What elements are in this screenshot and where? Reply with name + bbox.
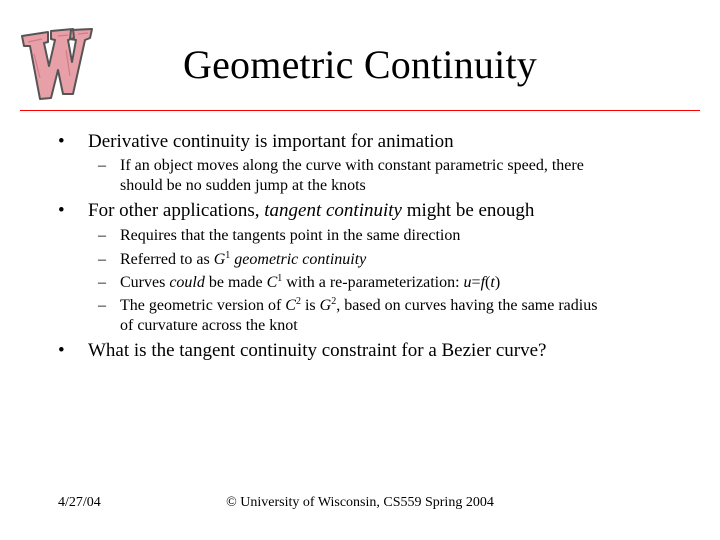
sub-bullet-marker: – xyxy=(98,274,106,291)
emphasis-text: tangent continuity xyxy=(264,200,402,221)
sub-bullet-marker: – xyxy=(98,157,106,174)
text-span: , based on curves having the same radius xyxy=(336,297,598,314)
math-symbol: f xyxy=(480,274,486,291)
emphasis-text: could xyxy=(169,274,205,291)
math-symbol: C xyxy=(285,297,296,314)
text-span: Curves xyxy=(120,274,170,291)
math-symbol: u xyxy=(463,274,472,291)
superscript: 1 xyxy=(225,250,231,261)
sub-bullet-text: should be no sudden jump at the knots xyxy=(120,177,366,194)
text-span: with a re-parameterization: xyxy=(282,274,464,291)
superscript: 2 xyxy=(331,296,337,307)
bullet-text xyxy=(88,200,534,222)
math-symbol: C xyxy=(266,274,278,291)
title-divider xyxy=(20,110,700,111)
footer-date: 4/27/04 xyxy=(58,495,101,510)
text-span: is xyxy=(300,297,320,314)
sub-bullet-text: Requires that the tangents point in the same direction xyxy=(120,227,461,244)
text-span: Referred to as xyxy=(120,251,214,268)
sub-bullet-text: If an object moves along the curve with constant parametric speed, there xyxy=(120,157,584,174)
slide-title: Geometric Continuity xyxy=(183,42,537,87)
math-symbol: G xyxy=(213,251,226,268)
text-span: The geometric version of xyxy=(120,297,286,314)
text-span: might be enough xyxy=(401,200,535,221)
sub-bullet-text: of curvature across the knot xyxy=(120,317,298,334)
superscript: 1 xyxy=(277,273,283,284)
bullet-marker: • xyxy=(58,200,65,221)
bullet-marker: • xyxy=(58,340,65,361)
emphasis-text: geometric continuity xyxy=(230,251,367,268)
sub-bullet-text xyxy=(120,250,366,270)
text-span: be made xyxy=(204,274,267,291)
sub-bullet-text xyxy=(120,296,597,316)
sub-bullet-marker: – xyxy=(98,297,106,314)
bullet-text: Derivative continuity is important for animation xyxy=(88,131,454,152)
text-span: ) xyxy=(494,274,501,291)
text-span: = xyxy=(471,274,481,291)
sub-bullet-marker: – xyxy=(98,227,106,244)
footer-copyright: © University of Wisconsin, CS559 Spring 2004 xyxy=(226,495,494,510)
bullet-text: What is the tangent continuity constraint for a Bezier curve? xyxy=(88,340,547,361)
math-symbol: G xyxy=(319,297,332,314)
sub-bullet-marker: – xyxy=(98,251,106,268)
sub-bullet-text xyxy=(120,273,500,293)
text-span: For other applications, xyxy=(88,200,265,221)
math-symbol: t xyxy=(490,274,495,291)
bullet-marker: • xyxy=(58,131,65,152)
text-span: ( xyxy=(485,274,491,291)
superscript: 2 xyxy=(295,296,301,307)
